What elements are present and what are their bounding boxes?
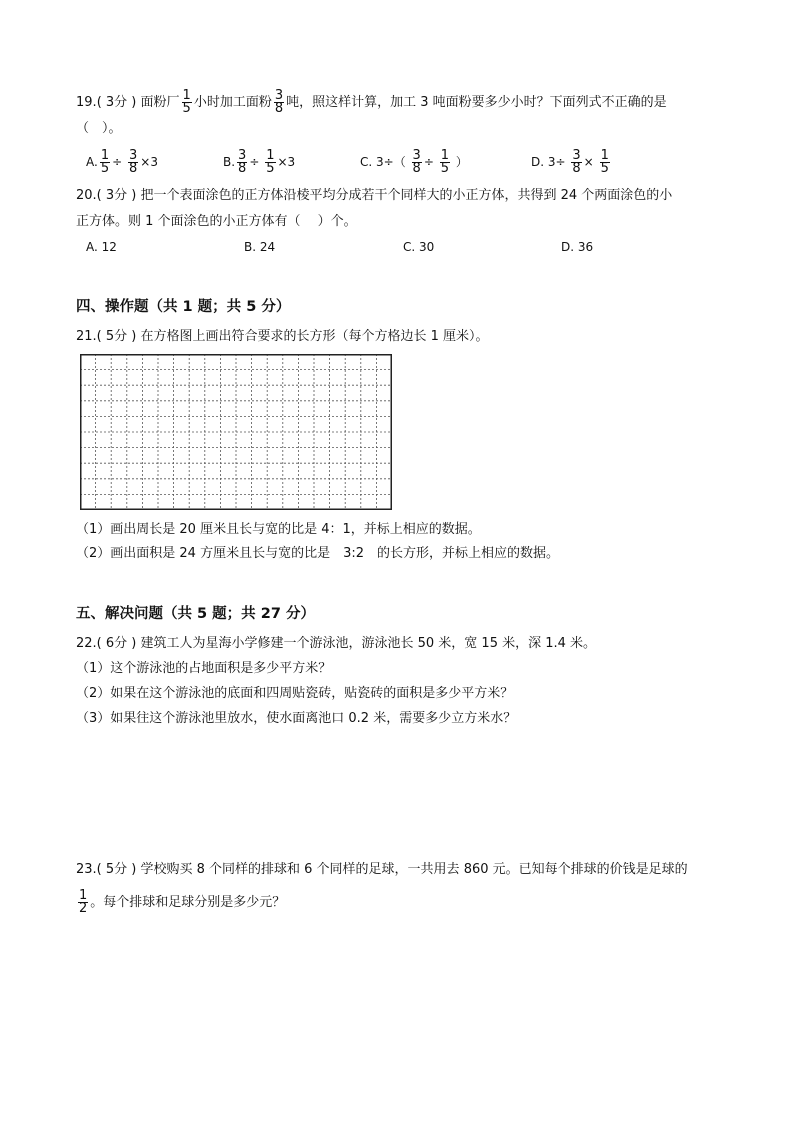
q23-line-2-text: 。每个排球和足球分别是多少元？: [90, 895, 286, 910]
q19-fraction-1: $\frac{1}{5}$: [182, 88, 191, 116]
q20-option-b: B. 24: [244, 240, 276, 254]
q19-score: ( 3分 ): [96, 95, 137, 110]
q19-fraction-2: $\frac{3}{8}$: [274, 88, 284, 116]
q21-stem: 21.( 5分 ) 在方格图上画出符合要求的长方形（每个方格边长 1 厘米）。: [76, 329, 489, 344]
section-5-heading: 五、解决问题（共 5 题；共 27 分）: [76, 606, 315, 622]
q20-option-d: D. 36: [561, 240, 594, 254]
q23-fraction: $\frac{1}{2}$: [79, 888, 88, 916]
section-4-heading: 四、操作题（共 1 题；共 5 分）: [76, 299, 291, 315]
q19-stem: [76, 90, 667, 115]
q19-text-2: 小时加工面粉: [193, 95, 272, 110]
q21-part-1: （1）画出周长是 20 厘米且长与宽的比是 4：1，并标上相应的数据。: [76, 522, 481, 537]
q23-line-2: [76, 890, 285, 915]
q20-line-2: 正方体。则 1 个面涂色的小正方体有（ ）个。: [76, 214, 357, 229]
q19-option-a: A. $\frac{1}{5}$ ÷ $\frac{3}{8}$ ×3: [86, 148, 158, 176]
q20-line-1: 20.( 3分 ) 把一个表面涂色的正方体沿棱平均分成若干个同样大的小正方体，共得到 24 个两面涂色的小: [76, 188, 673, 203]
q22-part-3: （3）如果往这个游泳池里放水，使水面离池口 0.2 米，需要多少立方米水？: [76, 711, 517, 726]
q19-text-1: 面粉厂: [140, 95, 180, 110]
q20-option-c: C. 30: [403, 240, 435, 254]
q22-part-2: （2）如果在这个游泳池的底面和四周贴瓷砖，贴瓷砖的面积是多少平方米？: [76, 686, 514, 701]
q20-option-a: A. 12: [86, 240, 117, 254]
q19-number: 19.: [76, 95, 97, 110]
q19-answer-paren: （ ）。: [76, 121, 122, 136]
q22-stem: 22.( 6分 ) 建筑工人为星海小学修建一个游泳池，游泳池长 50 米，宽 15 米，深 1.4 米。: [76, 636, 597, 651]
q19-text-3: 吨，照这样计算，加工 3 吨面粉要多少小时？下面列式不正确的是: [286, 95, 667, 110]
q19-option-c: C. 3÷（ $\frac{3}{8}$ ÷ $\frac{1}{5}$ ）: [360, 148, 468, 176]
q21-part-2: （2）画出面积是 24 方厘米且长与宽的比是 3:2 的长方形，并标上相应的数据。: [76, 546, 559, 561]
square-grid[interactable]: [80, 354, 392, 510]
q19-option-b: B. $\frac{3}{8}$ ÷ $\frac{1}{5}$ ×3: [223, 148, 296, 176]
q19-option-d: D. 3÷ $\frac{3}{8}$ × $\frac{1}{5}$: [531, 148, 609, 176]
square-grid-drawing: [80, 354, 392, 510]
q23-line-1: 23.( 5分 ) 学校购买 8 个同样的排球和 6 个同样的足球，一共用去 860 元。已知每个排球的价钱是足球的: [76, 862, 688, 877]
q22-part-1: （1）这个游泳池的占地面积是多少平方米？: [76, 661, 332, 676]
